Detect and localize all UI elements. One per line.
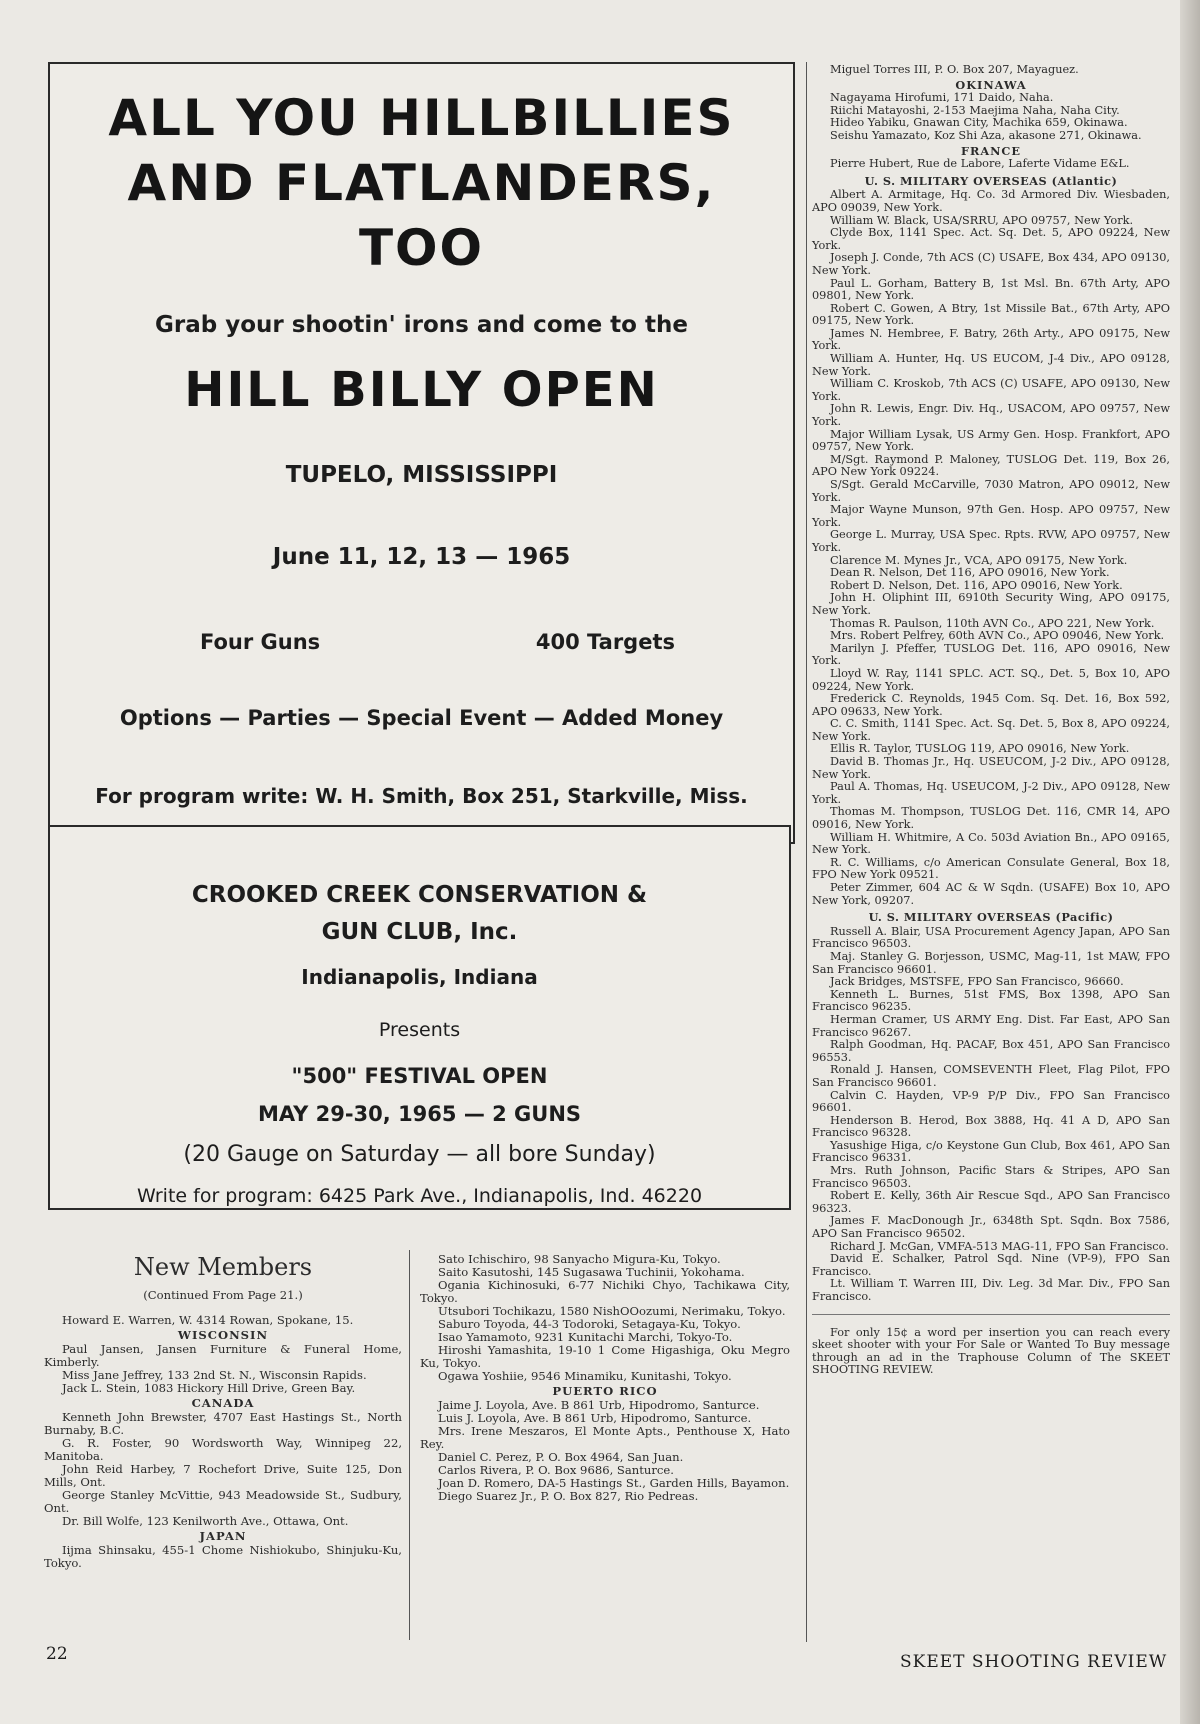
region-heading: U. S. MILITARY OVERSEAS (Atlantic) (864, 173, 1118, 188)
club-name-line-2: GUN CLUB, Inc. (321, 919, 518, 945)
magazine-footer-title: SKEET SHOOTING REVIEW (900, 1652, 1168, 1672)
member-entry: Kenneth John Brewster, 4707 East Hastings St., North Burnaby, B.C. (44, 1410, 402, 1437)
member-entry: Carlos Rivera, P. O. Box 9686, Santurce. (438, 1463, 674, 1477)
member-entry: Robert D. Nelson, Det. 116, APO 09016, New York. (830, 578, 1123, 592)
member-entry: Robert E. Kelly, 36th Air Rescue Sqd., APO San Francisco 96323. (812, 1189, 1170, 1215)
festival-name: "500" FESTIVAL OPEN (291, 1064, 548, 1088)
member-entry: Hideo Yabiku, Gnawan City, Machika 659, Okinawa. (830, 116, 1128, 130)
member-entry: Mrs. Irene Meszaros, El Monte Apts., Penthouse X, Hato Rey. (420, 1424, 790, 1451)
member-entry: Joan D. Romero, DA-5 Hastings St., Garden Hills, Bayamon. (438, 1476, 790, 1490)
member-entry: Russell A. Blair, USA Procurement Agency Japan, APO San Francisco 96503. (812, 924, 1170, 951)
member-entry: Paul L. Gorham, Battery B, 1st Msl. Bn. 67th Arty, APO 09801, New York. (812, 276, 1170, 303)
member-entry: Riichi Matayoshi, 2-153 Maejima Naha, Naha City. (830, 103, 1120, 117)
page-gutter-shadow (1180, 0, 1200, 1724)
club-location: Indianapolis, Indiana (301, 965, 538, 989)
region-heading: PUERTO RICO (552, 1384, 658, 1398)
member-entry: William C. Kroskob, 7th ACS (C) USAFE, APO 09130, New York. (812, 377, 1170, 403)
event-date: June 11, 12, 13 — 1965 (272, 544, 571, 570)
guns-count: Four Guns (200, 630, 321, 654)
classified-note: For only 15¢ a word per insertion you can reach every skeet shooter with your For Sale or Wanted To Buy message through an ad in the Traphouse Column of The SKEET SHOOTING REVIEW. (812, 1325, 1170, 1377)
member-entry: James N. Hembree, F. Batry, 26th Arty., APO 09175, New York. (812, 326, 1170, 353)
member-entry: Herman Cramer, US ARMY Eng. Dist. Far East, APO San Francisco 96267. (812, 1012, 1170, 1039)
member-entry: Jaime J. Loyola, Ave. B 861 Urb, Hipodromo, Santurce. (438, 1398, 760, 1412)
ad-headline-line-1: ALL YOU HILLBILLIES (108, 89, 735, 147)
member-entry: Kenneth L. Burnes, 51st FMS, Box 1398, APO San Francisco 96235. (812, 987, 1170, 1014)
member-entry: Hiroshi Yamashita, 19-10 1 Come Higashiga, Oku Megro Ku, Tokyo. (420, 1343, 790, 1370)
member-entry: Major William Lysak, US Army Gen. Hosp. Frankfort, APO 09757, New York. (812, 427, 1170, 454)
member-entry: Albert A. Armitage, Hq. Co. 3d Armored Div. Wiesbaden, APO 09039, New York. (812, 188, 1170, 214)
presents-label: Presents (378, 1019, 461, 1041)
member-entry: S/Sgt. Gerald McCarville, 7030 Matron, APO 09012, New York. (812, 478, 1170, 504)
member-entry: David B. Thomas Jr., Hq. USEUCOM, J-2 Div., APO 09128, New York. (812, 755, 1170, 781)
festival-gauge-info: (20 Gauge on Saturday — all bore Sunday) (183, 1142, 656, 1167)
member-entry: Paul A. Thomas, Hq. USEUCOM, J-2 Div., APO 09128, New York. (812, 780, 1170, 806)
member-entry: Peter Zimmer, 604 AC & W Sqdn. (USAFE) Box 10, APO New York, 09207. (812, 881, 1170, 907)
ad-headline-line-2: AND FLATLANDERS, (127, 154, 716, 212)
member-entry: Frederick C. Reynolds, 1945 Com. Sq. Det. 16, Box 592, APO 09633, New York. (812, 692, 1170, 718)
member-entry: Henderson B. Herod, Box 3888, Hq. 41 A D, APO San Francisco 96328. (812, 1113, 1170, 1140)
member-entry: Major Wayne Munson, 97th Gen. Hosp. APO 09757, New York. (812, 503, 1170, 529)
member-entry: Clarence M. Mynes Jr., VCA, APO 09175, New York. (830, 553, 1128, 567)
event-details (50, 630, 793, 654)
ad-headline-line-3: TOO (358, 219, 485, 277)
member-entry: William H. Whitmire, A Co. 503d Aviation Bn., APO 09165, New York. (812, 830, 1170, 857)
member-entry: George Stanley McVittie, 943 Meadowside St., Sudbury, Ont. (44, 1488, 402, 1515)
region-heading: FRANCE (960, 143, 1022, 158)
member-entry: Joseph J. Conde, 7th ACS (C) USAFE, Box 434, APO 09130, New York. (812, 251, 1170, 277)
member-entry: Ogawa Yoshiie, 9546 Minamiku, Kunitashi, Tokyo. (438, 1369, 732, 1383)
member-entry: William A. Hunter, Hq. US EUCOM, J-4 Div., APO 09128, New York. (812, 352, 1170, 378)
member-entry: Isao Yamamoto, 9231 Kunitachi Marchi, Tokyo-To. (438, 1330, 733, 1344)
member-entry: Howard E. Warren, W. 4314 Rowan, Spokane, 15. (62, 1313, 354, 1327)
continued-note: (Continued From Page 21.) (143, 1288, 303, 1302)
new-members-column-3 (812, 64, 1170, 1377)
region-heading: JAPAN (199, 1529, 247, 1543)
member-entry: Nagayama Hirofumi, 171 Daido, Naha. (830, 91, 1054, 105)
members-list-3 (812, 64, 1170, 1304)
region-heading: CANADA (191, 1396, 255, 1410)
region-heading: OKINAWA (955, 77, 1027, 92)
member-entry: Utsubori Tochikazu, 1580 NishOOozumi, Nerimaku, Tokyo. (438, 1304, 786, 1318)
member-entry: Clyde Box, 1141 Spec. Act. Sq. Det. 5, APO 09224, New York. (812, 226, 1170, 252)
hill-billy-open-ad (48, 62, 795, 844)
new-members-column-1 (44, 1253, 402, 1570)
member-entry: Ronald J. Hansen, COMSEVENTH Fleet, Flag Pilot, FPO San Francisco 96601. (812, 1063, 1170, 1089)
member-entry: Diego Suarez Jr., P. O. Box 827, Rio Pedreas. (438, 1489, 699, 1503)
member-entry: Yasushige Higa, c/o Keystone Gun Club, Box 461, APO San Francisco 96331. (812, 1138, 1170, 1165)
member-entry: Richard J. McGan, VMFA-513 MAG-11, FPO San Francisco. (830, 1239, 1169, 1253)
member-entry: C. C. Smith, 1141 Spec. Act. Sq. Det. 5, Box 8, APO 09224, New York. (812, 717, 1170, 743)
event-location: TUPELO, MISSISSIPPI (285, 462, 558, 488)
members-list-2 (420, 1253, 790, 1503)
member-entry: Daniel C. Perez, P. O. Box 4964, San Juan. (438, 1450, 684, 1464)
club-name-line-1: CROOKED CREEK CONSERVATION & (191, 882, 648, 908)
festival-program-contact: Write for program: 6425 Park Ave., Indianapolis, Ind. 46220 (136, 1185, 703, 1207)
member-entry: Robert C. Gowen, A Btry, 1st Missile Bat., 67th Arty, APO 09175, New York. (812, 301, 1170, 328)
member-entry: Jack Bridges, MSTSFE, FPO San Francisco, 96660. (830, 975, 1124, 989)
member-entry: Luis J. Loyola, Ave. B 861 Urb, Hipodromo, Santurce. (438, 1411, 752, 1425)
member-entry: John Reid Harbey, 7 Rochefort Drive, Suite 125, Don Mills, Ont. (44, 1462, 402, 1489)
member-entry: Saburo Toyoda, 44-3 Todoroki, Setagaya-Ku, Tokyo. (438, 1317, 741, 1331)
member-entry: Maj. Stanley G. Borjesson, USMC, Mag-11, 1st MAW, FPO San Francisco 96601. (812, 949, 1170, 976)
member-entry: William W. Black, USA/SRRU, APO 09757, New York. (830, 213, 1134, 227)
member-entry: Mrs. Ruth Johnson, Pacific Stars & Stripes, APO San Francisco 96503. (812, 1164, 1170, 1190)
member-entry: Ralph Goodman, Hq. PACAF, Box 451, APO San Francisco 96553. (812, 1038, 1170, 1064)
member-entry: Sato Ichischiro, 98 Sanyacho Migura-Ku, Tokyo. (438, 1252, 721, 1266)
member-entry: Dean R. Nelson, Det 116, APO 09016, New York. (830, 566, 1110, 580)
member-entry: James F. MacDonough Jr., 6348th Spt. Sqdn. Box 7586, APO San Francisco 96502. (812, 1214, 1170, 1241)
member-entry: Marilyn J. Pfeffer, TUSLOG Det. 116, APO 09016, New York. (812, 641, 1170, 668)
member-entry: Thomas M. Thompson, TUSLOG Det. 116, CMR 14, APO 09016, New York. (812, 805, 1170, 832)
ad-subheadline: Grab your shootin' irons and come to the (155, 312, 688, 338)
targets-count: 400 Targets (535, 630, 675, 654)
new-members-title: New Members (133, 1253, 313, 1281)
new-members-column-2 (420, 1253, 790, 1503)
event-name: HILL BILLY OPEN (184, 362, 659, 418)
member-entry: Saito Kasutoshi, 145 Sugasawa Tuchinii, Yokohama. (438, 1265, 745, 1279)
member-entry: M/Sgt. Raymond P. Maloney, TUSLOG Det. 119, Box 26, APO New York 09224. (812, 452, 1170, 479)
member-entry: Thomas R. Paulson, 110th AVN Co., APO 221, New York. (830, 616, 1155, 630)
section-rule (812, 1314, 1170, 1315)
member-entry: Jack L. Stein, 1083 Hickory Hill Drive, Green Bay. (62, 1381, 356, 1395)
member-entry: Iijma Shinsaku, 455-1 Chome Nishiokubo, Shinjuku-Ku, Tokyo. (44, 1543, 402, 1570)
member-entry: Lloyd W. Ray, 1141 SPLC. ACT. SQ., Det. 5, Box 10, APO 09224, New York. (812, 666, 1170, 693)
page-number: 22 (46, 1644, 68, 1664)
member-entry: Ellis R. Taylor, TUSLOG 119, APO 09016, New York. (830, 742, 1130, 756)
member-entry: David E. Schalker, Patrol Sqd. Nine (VP-9), FPO San Francisco. (812, 1252, 1170, 1278)
column-divider (409, 1250, 410, 1640)
festival-dates: MAY 29-30, 1965 — 2 GUNS (257, 1102, 582, 1126)
member-entry: Dr. Bill Wolfe, 123 Kenilworth Ave., Ottawa, Ont. (62, 1514, 349, 1528)
program-contact: For program write: W. H. Smith, Box 251, Starkville, Miss. (95, 784, 748, 808)
member-entry: Paul Jansen, Jansen Furniture & Funeral Home, Kimberly. (44, 1342, 402, 1369)
member-entry: Miss Jane Jeffrey, 133 2nd St. N., Wisconsin Rapids. (62, 1368, 367, 1382)
member-entry: Mrs. Robert Pelfrey, 60th AVN Co., APO 09046, New York. (830, 629, 1165, 643)
region-heading: U. S. MILITARY OVERSEAS (Pacific) (868, 910, 1114, 925)
member-entry: John H. Oliphint III, 6910th Security Wing, APO 09175, New York. (812, 591, 1170, 617)
event-options: Options — Parties — Special Event — Added Money (119, 706, 724, 730)
member-entry: Ogania Kichinosuki, 6-77 Nichiki Chyo, Tachikawa City, Tokyo. (420, 1278, 790, 1305)
members-list-1 (44, 1314, 402, 1570)
member-entry: G. R. Foster, 90 Wordsworth Way, Winnipeg 22, Manitoba. (44, 1436, 402, 1463)
member-entry: Pierre Hubert, Rue de Labore, Laferte Vidame E&L. (830, 157, 1130, 171)
column-divider-right (806, 62, 807, 1642)
region-heading: WISCONSIN (177, 1328, 269, 1342)
member-entry: Lt. William T. Warren III, Div. Leg. 3d Mar. Div., FPO San Francisco. (812, 1277, 1170, 1303)
member-entry: George L. Murray, USA Spec. Rpts. RVW, APO 09757, New York. (812, 528, 1170, 554)
crooked-creek-ad (48, 825, 791, 1210)
member-entry: John R. Lewis, Engr. Div. Hq., USACOM, APO 09757, New York. (812, 402, 1170, 429)
member-entry: Calvin C. Hayden, VP-9 P/P Div., FPO San Francisco 96601. (812, 1088, 1170, 1115)
member-entry: Seishu Yamazato, Koz Shi Aza, akasone 271, Okinawa. (830, 128, 1142, 142)
member-entry: R. C. Williams, c/o American Consulate General, Box 18, FPO New York 09521. (812, 855, 1170, 882)
member-entry: Miguel Torres III, P. O. Box 207, Mayaguez. (830, 63, 1079, 76)
